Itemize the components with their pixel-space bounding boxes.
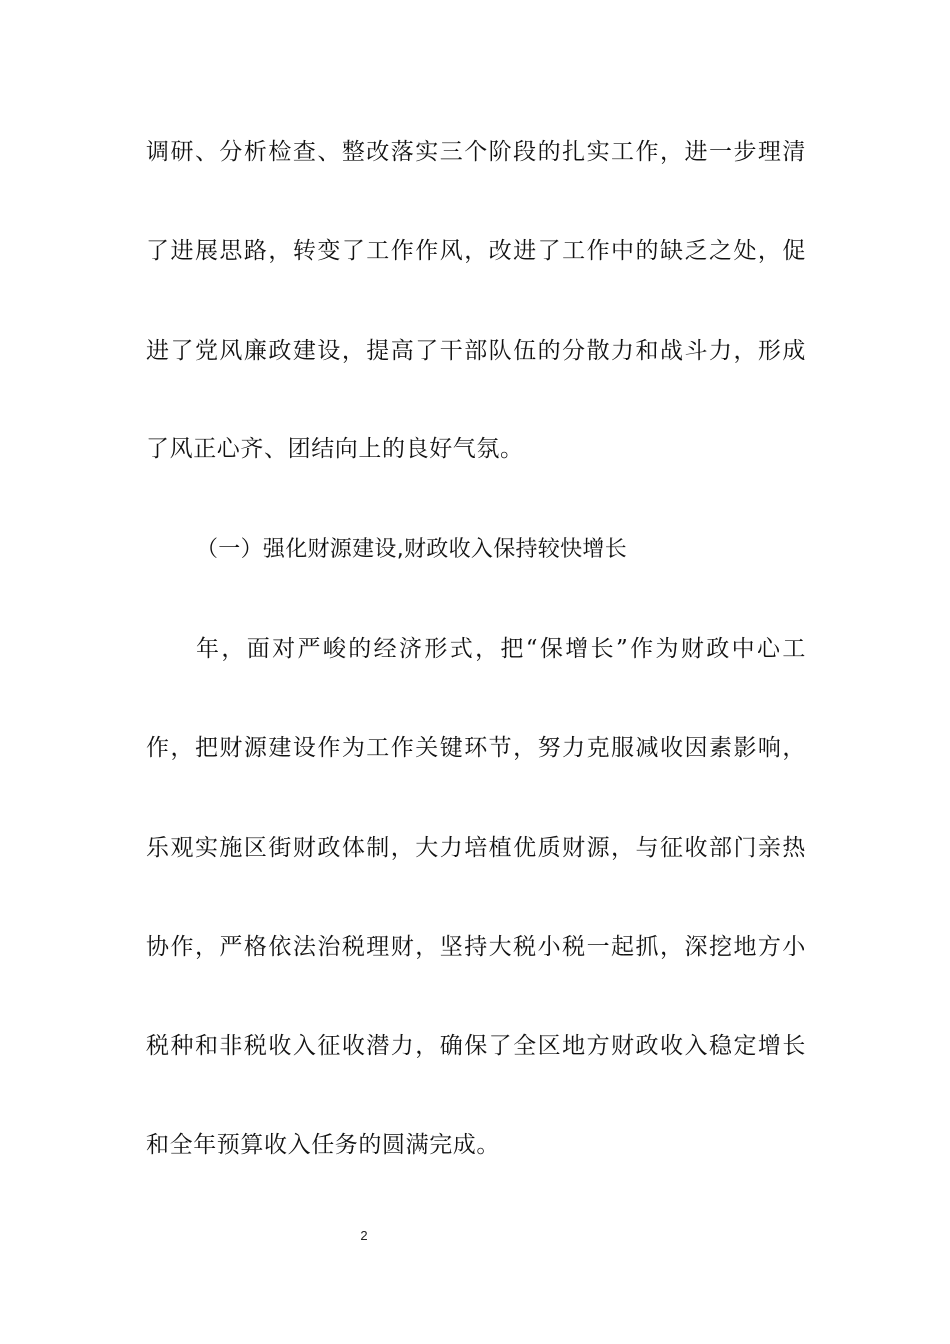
paragraph-1-line-1: 调研、分析检查、整改落实三个阶段的扎实工作，进一步理清 <box>146 139 806 165</box>
paragraph-1-line-3: 进了党风廉政建设，提高了干部队伍的分散力和战斗力，形成 <box>146 338 806 364</box>
paragraph-2-line-6: 和全年预算收入任务的圆满完成。 <box>146 1132 500 1158</box>
paragraph-1-line-2: 了进展思路，转变了工作作风，改进了工作中的缺乏之处，促 <box>146 238 806 264</box>
paragraph-2-line-1: 年，面对严峻的经济形式，把“保增长”作为财政中心工 <box>196 636 806 662</box>
paragraph-2-line-4: 协作，严格依法治税理财，坚持大税小税一起抓，深挖地方小 <box>146 934 806 960</box>
paragraph-2-line-3: 乐观实施区街财政体制，大力培植优质财源，与征收部门亲热 <box>146 835 806 861</box>
paragraph-2-line-2: 作，把财源建设作为工作关键环节，努力克服减收因素影响， <box>146 735 806 761</box>
section-heading: （一）强化财源建设,财政收入保持较快增长 <box>196 537 627 562</box>
paragraph-1-line-4: 了风正心齐、团结向上的良好气氛。 <box>146 436 524 462</box>
paragraph-2-line-5: 税种和非税收入征收潜力，确保了全区地方财政收入稳定增长 <box>146 1033 806 1059</box>
page-number: 2 <box>360 1228 368 1243</box>
